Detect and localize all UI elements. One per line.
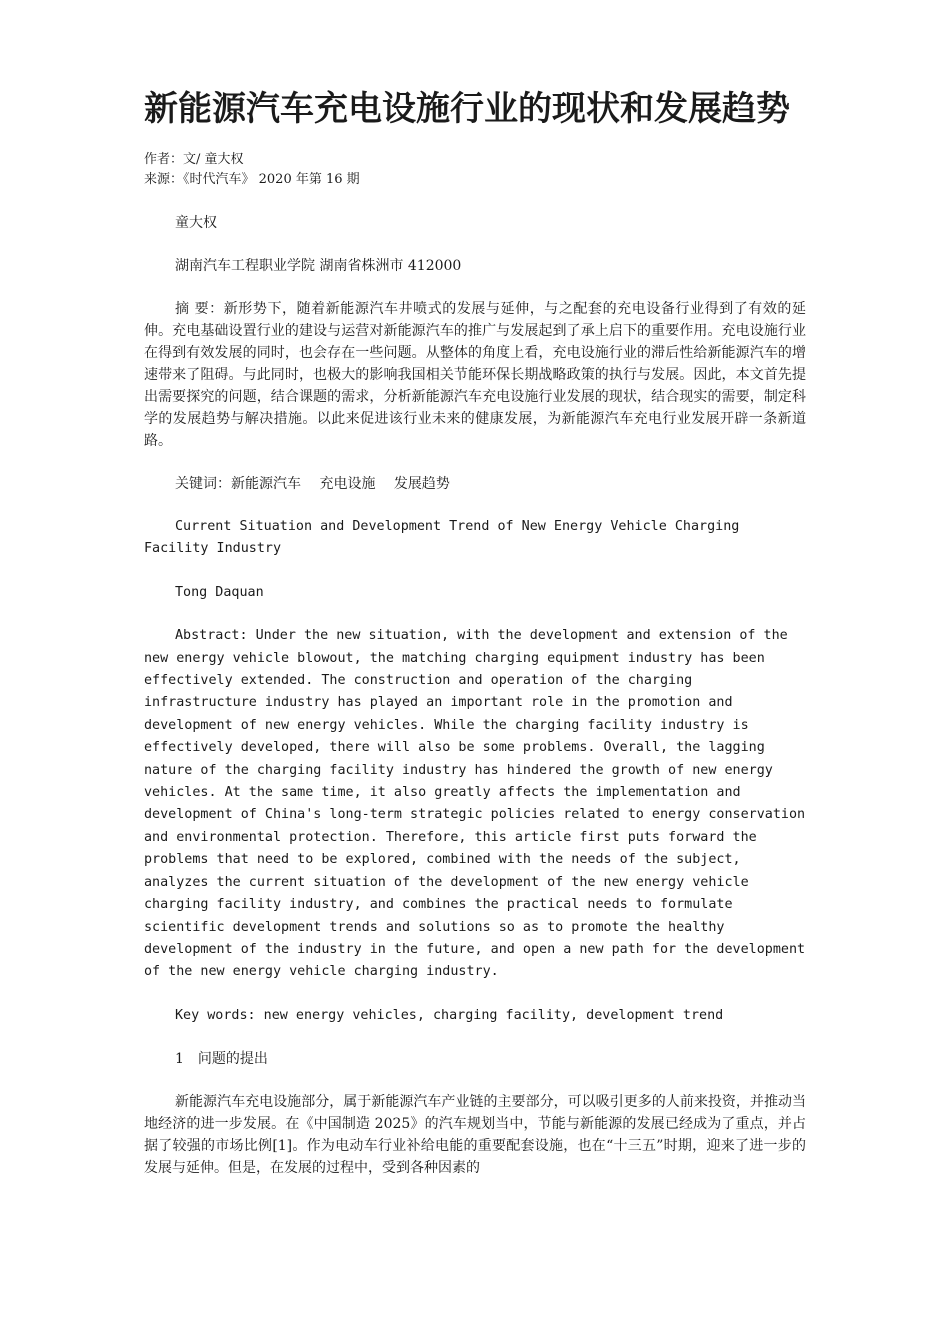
author-line: 作者：文/ 童大权 bbox=[144, 152, 244, 167]
document-page bbox=[144, 82, 806, 1179]
author-name: 童大权 bbox=[175, 215, 217, 231]
article-title: 新能源汽车充电设施行业的现状和发展趋势 bbox=[144, 89, 790, 129]
keywords-chinese: 关键词：新能源汽车 充电设施 发展趋势 bbox=[175, 476, 450, 492]
abstract-english: Abstract: Under the new situation, with the development and extension of the new energy vehicle blowout, the matching charging equipment industry has been effectively extended. The construction and operation of the charging infrastructure industry has played an important role in the promotion and development of new energy vehicles. While the charging facility industry is effectively developed, there will also be some problems. Overall, the lagging nature of the charging facility industry has hindered the growth of new energy vehicles. At the same time, it also greatly affects the implementation and development of China's long-term strategic policies related to energy conservation and environmental protection. Therefore, this article first puts forward the problems that need to be explored, combined with the needs of the subject, analyzes the current situation of the development of the new energy vehicle charging facility industry, and combines the practical needs to formulate scientific development trends and solutions so as to promote the healthy development of the industry in the future, and open a new path for the development of the new energy vehicle charging industry. bbox=[144, 628, 806, 980]
source-line: 来源：《时代汽车》 2020 年第 16 期 bbox=[144, 172, 360, 187]
affiliation: 湖南汽车工程职业学院 湖南省株洲市 412000 bbox=[175, 258, 462, 274]
keywords-english: Key words: new energy vehicles, charging facility, development trend bbox=[175, 1007, 724, 1023]
abstract-chinese: 摘 要：新形势下，随着新能源汽车井喷式的发展与延伸，与之配套的充电设备行业得到了有效的延伸。充电基础设置行业的建设与运营对新能源汽车的推广与发展起到了承上启下的重要作用。充电设施行业在得到有效发展的同时，也会存在一些问题。从整体的角度上看，充电设施行业的滞后性给新能源汽车的增速带来了阻碍。与此同时，也极大的影响我国相关节能环保长期战略政策的执行与发展。因此，本文首先提出需要探究的问题，结合课题的需求，分析新能源汽车充电设施行业发展的现状，结合现实的需要，制定科学的发展趋势与解决措施。以此来促进该行业未来的健康发展，为新能源汽车充电行业发展开辟一条新道路。 bbox=[144, 301, 806, 449]
author-english: Tong Daquan bbox=[175, 584, 264, 600]
section-heading: 1 问题的提出 bbox=[175, 1051, 268, 1068]
body-paragraph: 新能源汽车充电设施部分，属于新能源汽车产业链的主要部分，可以吸引更多的人前来投资，并推动当地经济的进一步发展。在《中国制造 2025》的汽车规划当中，节能与新能源的发展已经成为了重点，并占据了较强的市场比例[1]。作为电动车行业补给电能的重要配套设施，也在“十三五”时期，迎来了进一步的发展与延伸。但是，在发展的过程中，受到各种因素的 bbox=[144, 1094, 806, 1177]
article-meta bbox=[144, 150, 806, 190]
title-english: Current Situation and Development Trend of New Energy Vehicle Charging Facility Industry bbox=[144, 519, 740, 557]
